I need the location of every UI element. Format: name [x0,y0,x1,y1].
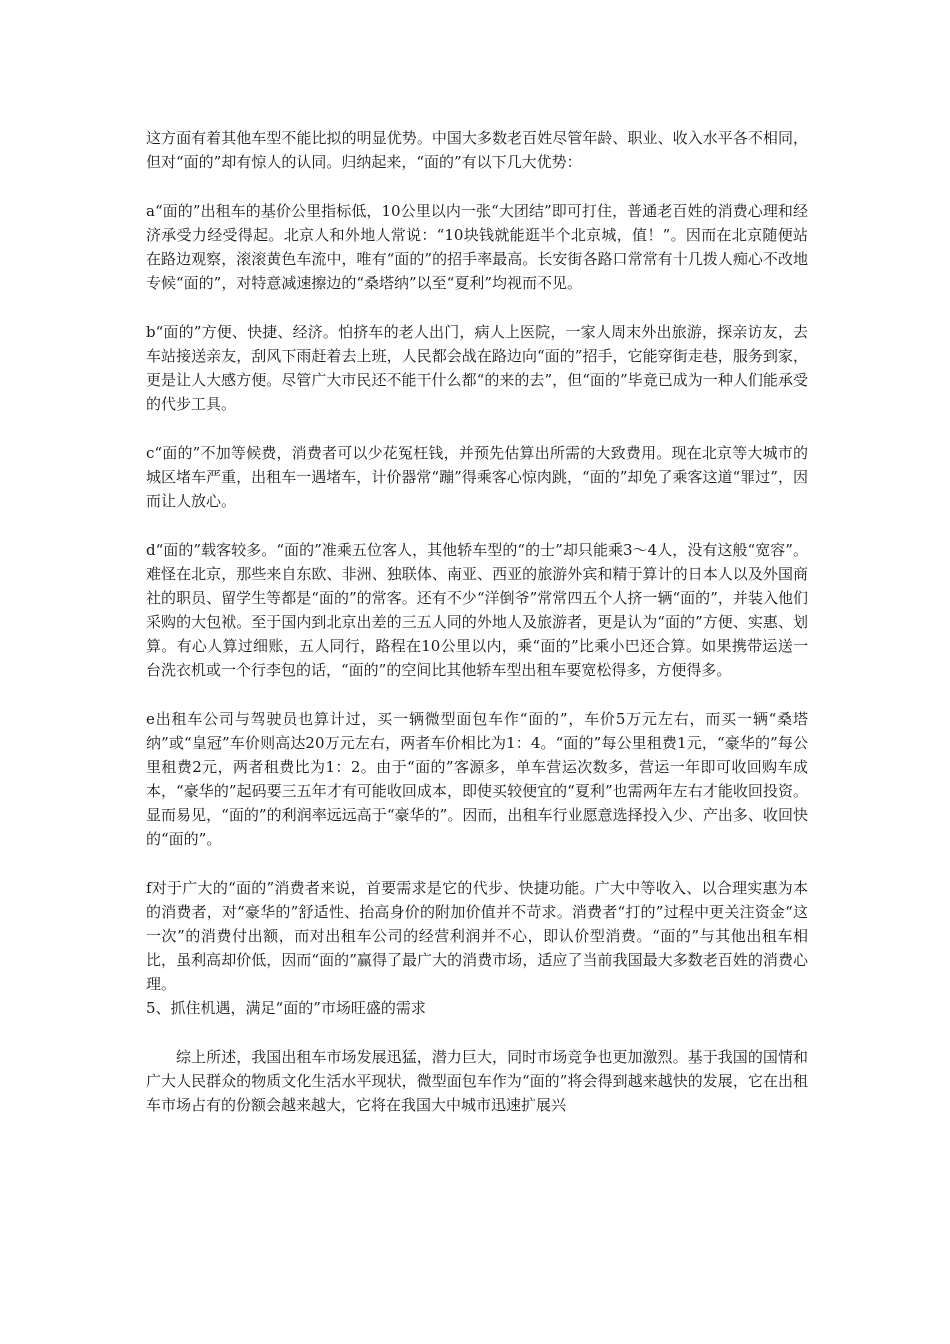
paragraph-advantage-b: b“面的”方便、快捷、经济。怕挤车的老人出门，病人上医院，一家人周末外出旅游，探亲访友，去车站接送亲友，刮风下雨赶着去上班，人民都会战在路边向“面的”招手，它能穿街走巷，服务到家，更是让人大感方便。尽管广大市民还不能干什么都“的来的去”，但“面的”毕竟已成为一种人们能承受的代步工具。 [146,323,808,413]
document-page [146,126,808,1117]
paragraph-advantage-f: f对于广大的“面的”消费者来说，首要需求是它的代步、快捷功能。广大中等收入、以合理实惠为本的消费者，对“豪华的”舒适性、抬高身价的附加价值并不苛求。消费者“打的”过程中更关注资金“这一次”的消费付出额，而对出租车公司的经营利润并不心，即认价型消费。“面的”与其他出租车相比，虽利高却价低，因而“面的”赢得了最广大的消费市场，适应了当前我国最大多数老百姓的消费心理。 [146,879,808,993]
paragraph-advantage-e: e出租车公司与驾驶员也算计过，买一辆微型面包车作“面的”，车价5万元左右，而买一辆“桑塔纳”或“皇冠”车价则高达20万元左右，两者车价相比为1：4。“面的”每公里租费1元，“豪华的”每公里租费2元，两者租费比为1：2。由于“面的”客源多，单车营运次数多，营运一年即可收回购车成本，“豪华的”起码要三五年才有可能收回成本，即使买较便宜的“夏利”也需两年左右才能收回投资。显而易见，“面的”的利润率远远高于“豪华的”。因而，出租车行业愿意选择投入少、产出多、收回快的“面的”。 [146,710,808,848]
section-heading: 5、抓住机遇，满足“面的”市场旺盛的需求 [146,999,426,1017]
paragraph-closing: 综上所述，我国出租车市场发展迅猛，潜力巨大，同时市场竞争也更加激烈。基于我国的国情和广大人民群众的物质文化生活水平现状，微型面包车作为“面的”将会得到越来越快的发展，它在出租车市场占有的份额会越来越大，它将在我国大中城市迅速扩展兴 [146,1048,808,1114]
paragraph-intro: 这方面有着其他车型不能比拟的明显优势。中国大多数老百姓尽管年龄、职业、收入水平各不相同，但对“面的”却有惊人的认同。归纳起来，“面的”有以下几大优势： [146,129,808,171]
paragraph-advantage-c: c“面的”不加等候费，消费者可以少花冤枉钱，并预先估算出所需的大致费用。现在北京等大城市的城区堵车严重，出租车一遇堵车，计价器常“蹦”得乘客心惊肉跳，“面的”却免了乘客这道“罪过”，因而让人放心。 [146,444,808,510]
paragraph-advantage-d: d“面的”载客较多。“面的”准乘五位客人，其他轿车型的“的士”却只能乘3～4人，没有这般“宽容”。难怪在北京，那些来自东欧、非洲、独联体、南亚、西亚的旅游外宾和精于算计的日本人以及外国商社的职员、留学生等都是“面的”的常客。还有不少“洋倒爷”常常四五个人挤一辆“面的”，并装入他们采购的大包袱。至于国内到北京出差的三五人同的外地人及旅游者，更是认为“面的”方便、实惠、划算。有心人算过细账，五人同行，路程在10公里以内，乘“面的”比乘小巴还合算。如果携带运送一台洗衣机或一个行李包的话，“面的”的空间比其他轿车型出租车要宽松得多，方便得多。 [146,541,808,679]
paragraph-advantage-a: a“面的”出租车的基价公里指标低，10公里以内一张“大团结”即可打住，普通老百姓的消费心理和经济承受力经受得起。北京人和外地人常说：“10块钱就能逛半个北京城，值！”。因而在北京随便站在路边观察，滚滚黄色车流中，唯有“面的”的招手率最高。长安街各路口常常有十几拨人痴心不改地专候“面的”，对特意减速擦边的“桑塔纳”以至“夏利”均视而不见。 [146,202,808,292]
